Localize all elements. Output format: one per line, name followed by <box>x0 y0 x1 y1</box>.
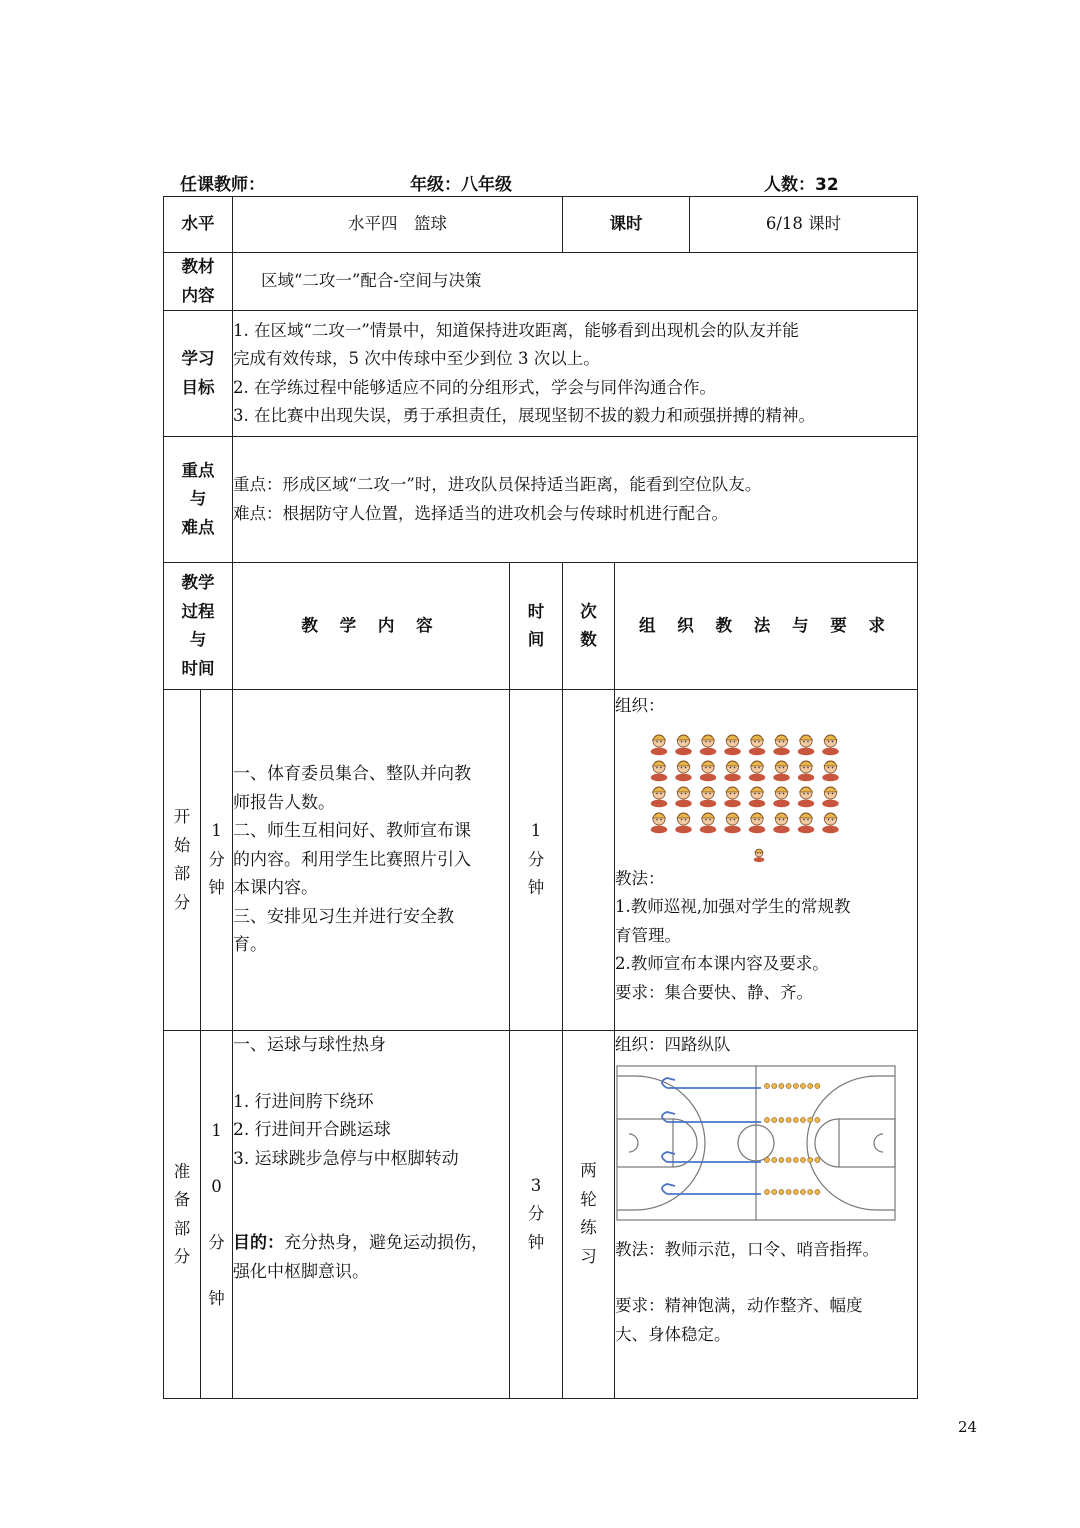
teacher-label: 任课教师： <box>180 175 265 195</box>
student-dot <box>772 1083 777 1088</box>
prep-content-title: 一、运球与球性热身 <box>233 1035 386 1055</box>
row-level <box>164 197 918 253</box>
student-icon <box>675 812 692 832</box>
prep-purpose-line: 强化中枢脚意识。 <box>233 1261 369 1282</box>
process-label-4: 时间 <box>181 658 215 678</box>
start-org-label: 组织： <box>615 696 665 715</box>
process-label-2: 过程 <box>181 601 215 621</box>
student-dot <box>815 1117 820 1122</box>
key-line: 难点：根据防守人位置，选择适当的进攻机会与传球时机进行配合。 <box>233 503 728 523</box>
dribble-turn <box>662 1184 675 1194</box>
start-content-line: 本课内容。 <box>233 878 318 899</box>
teacher-icon <box>754 849 765 862</box>
student-icon <box>724 734 741 754</box>
material-label <box>164 253 233 311</box>
content-header: 教 学 内 容 <box>233 563 510 690</box>
student-icon <box>651 812 668 832</box>
prep-content-item: 3. 运球跳步急停与中枢脚转动 <box>233 1148 459 1169</box>
student-icon <box>749 812 766 832</box>
student-count: 人数：32 <box>764 175 839 195</box>
start-time-char: 钟 <box>527 878 545 898</box>
student-dot <box>786 1117 791 1122</box>
prep-duration-char: 钟 <box>208 1288 225 1308</box>
student-dot <box>772 1157 777 1162</box>
student-icon <box>822 786 839 806</box>
key-label-1: 重点 <box>181 460 215 480</box>
prep-duration-char: 0 <box>211 1176 222 1196</box>
row-prep-section <box>164 1031 918 1399</box>
student-dot <box>800 1189 805 1194</box>
student-icon <box>700 760 717 780</box>
prep-time-char: 3 <box>530 1175 542 1195</box>
student-icon <box>749 760 766 780</box>
court-right-three-point <box>807 1076 895 1210</box>
start-section-duration <box>201 690 233 1031</box>
prep-require-line: 要求：精神饱满，动作整齐、幅度 <box>615 1296 863 1315</box>
process-label-3: 与 <box>189 630 207 649</box>
court-right-basket <box>874 1134 883 1152</box>
prep-duration-char: 分 <box>208 1232 225 1252</box>
court-left-basket <box>629 1134 638 1152</box>
start-content-line: 的内容。利用学生比赛照片引入 <box>233 849 471 870</box>
goal-line: 2. 在学练过程中能够适应不同的分组形式，学会与同伴沟通合作。 <box>233 377 716 397</box>
prep-count-char: 两 <box>580 1161 597 1180</box>
method-header: 组 织 教 法 与 要 求 <box>615 563 918 690</box>
court-left-ft-circle <box>673 1119 697 1167</box>
material-value: 区域“二攻一”配合-空间与决策 <box>233 253 918 311</box>
level-label: 水平 <box>164 197 233 253</box>
student-dot <box>800 1083 805 1088</box>
start-method-line: 1.教师巡视,加强对学生的常规教 <box>615 897 851 916</box>
start-duration-char: 1 <box>211 821 222 841</box>
start-method-line: 2.教师宣布本课内容及要求。 <box>615 954 829 973</box>
student-dot <box>764 1189 769 1194</box>
start-name-char: 部 <box>173 864 191 883</box>
goals-label <box>164 311 233 437</box>
student-icon <box>724 760 741 780</box>
count-header-1: 次 <box>580 601 597 621</box>
row-goals <box>164 311 918 437</box>
prep-name-char: 备 <box>173 1190 191 1209</box>
prep-content-item: 2. 行进间开合跳运球 <box>233 1120 391 1140</box>
key-text <box>233 437 918 563</box>
student-icon <box>700 786 717 806</box>
prep-purpose-text: 充分热身，避免运动损伤， <box>284 1233 488 1253</box>
material-label-1: 教材 <box>181 257 215 276</box>
key-label-2: 与 <box>189 489 207 509</box>
student-dot <box>793 1157 798 1162</box>
student-icon <box>675 786 692 806</box>
start-name-char: 开 <box>173 807 191 826</box>
grade-label: 年级：八年级 <box>410 175 512 195</box>
goals-label-2: 目标 <box>181 377 215 397</box>
start-section-name <box>164 690 201 1031</box>
start-duration-char: 钟 <box>208 878 225 898</box>
student-icon <box>700 812 717 832</box>
start-time-char: 分 <box>527 849 545 869</box>
lesson-plan-table <box>163 196 918 1399</box>
student-icon <box>773 734 790 754</box>
student-icon <box>749 734 766 754</box>
start-content-line: 育。 <box>233 935 267 956</box>
prep-count <box>563 1031 615 1399</box>
start-content-line: 二、师生互相问好、教师宣布课 <box>233 821 471 842</box>
prep-method-line: 教法：教师示范，口令、哨音指挥。 <box>615 1239 879 1259</box>
goal-line: 1. 在区域“二攻一”情景中，知道保持进攻距离，能够看到出现机会的队友并能 <box>233 320 799 340</box>
student-icon <box>724 812 741 832</box>
student-dot <box>764 1083 769 1088</box>
student-dot <box>800 1157 805 1162</box>
start-content-line: 师报告人数。 <box>233 792 335 813</box>
student-dot <box>786 1189 791 1194</box>
student-icon <box>798 734 815 754</box>
time-header-1: 时 <box>527 601 545 621</box>
prep-content-item: 1. 行进间胯下绕环 <box>233 1091 374 1112</box>
student-dot <box>815 1157 820 1162</box>
court-right-key <box>839 1119 895 1167</box>
student-dot <box>772 1189 777 1194</box>
student-dot <box>779 1117 784 1122</box>
hours-value: 6/18 课时 <box>690 197 918 253</box>
student-icon <box>822 734 839 754</box>
prep-count-char: 轮 <box>580 1189 597 1209</box>
key-line: 重点：形成区域“二攻一”时，进攻队员保持适当距离，能看到空位队友。 <box>233 475 762 494</box>
prep-method <box>615 1031 918 1399</box>
prep-name-char: 分 <box>173 1247 191 1266</box>
basketball-court-diagram <box>615 1064 897 1222</box>
start-method-line: 育管理。 <box>615 925 681 945</box>
prep-section-duration <box>201 1031 233 1399</box>
prep-time <box>510 1031 563 1399</box>
student-icon <box>700 734 717 754</box>
student-dot <box>800 1117 805 1122</box>
student-icon <box>651 786 668 806</box>
prep-name-char: 准 <box>173 1161 191 1181</box>
start-time-char: 1 <box>530 821 542 841</box>
prep-duration-char: 1 <box>211 1120 222 1140</box>
hours-label: 课时 <box>563 197 690 253</box>
student-icon <box>675 760 692 780</box>
start-duration-char: 分 <box>208 849 225 869</box>
start-content <box>233 690 510 1031</box>
student-dot <box>815 1083 820 1088</box>
student-dot <box>764 1157 769 1162</box>
start-content-line: 三、安排见习生并进行安全教 <box>233 906 454 927</box>
start-name-char: 分 <box>173 892 191 912</box>
start-time <box>510 690 563 1031</box>
student-icon <box>675 734 692 754</box>
student-icon <box>749 786 766 806</box>
prep-content <box>233 1031 510 1399</box>
prep-name-char: 部 <box>173 1218 191 1238</box>
student-dot <box>793 1117 798 1122</box>
student-dot <box>808 1083 813 1088</box>
start-method <box>615 690 918 1031</box>
student-icon <box>773 812 790 832</box>
student-icon <box>798 786 815 806</box>
process-label <box>164 563 233 690</box>
key-label <box>164 437 233 563</box>
student-dot <box>764 1117 769 1122</box>
prep-section-name <box>164 1031 201 1399</box>
start-method-line: 要求：集合要快、静、齐。 <box>615 982 813 1002</box>
time-header-2: 间 <box>527 630 545 649</box>
process-label-1: 教学 <box>181 573 215 592</box>
start-content-line: 一、体育委员集合、整队并向教 <box>233 764 471 785</box>
student-dot <box>793 1083 798 1088</box>
start-name-char: 始 <box>173 835 191 855</box>
start-method-line: 教法： <box>615 868 665 888</box>
prep-org-label: 组织：四路纵队 <box>615 1035 731 1054</box>
student-dot <box>786 1083 791 1088</box>
student-dot <box>793 1189 798 1194</box>
prep-purpose <box>233 1229 509 1258</box>
student-icon <box>773 786 790 806</box>
goal-line: 完成有效传球，5 次中传球中至少到位 3 次以上。 <box>233 349 600 368</box>
student-dot <box>808 1117 813 1122</box>
row-start-section <box>164 690 918 1031</box>
level-value: 水平四 篮球 <box>233 197 563 253</box>
student-icon <box>822 760 839 780</box>
start-count <box>563 690 615 1031</box>
student-dot <box>772 1117 777 1122</box>
prep-purpose-label: 目的： <box>233 1233 284 1253</box>
student-icon <box>773 760 790 780</box>
student-dot <box>815 1189 820 1194</box>
goals-label-1: 学习 <box>181 349 215 368</box>
count-header-2: 数 <box>580 630 597 649</box>
row-process-header <box>164 563 918 690</box>
prep-time-char: 钟 <box>527 1232 545 1252</box>
student-icon <box>798 812 815 832</box>
student-dot <box>779 1189 784 1194</box>
student-dot <box>808 1189 813 1194</box>
student-icon <box>651 734 668 754</box>
student-icon <box>798 760 815 780</box>
prep-count-char: 练 <box>580 1218 597 1237</box>
court-left-three-point <box>617 1076 705 1210</box>
time-header <box>510 563 563 690</box>
prep-time-char: 分 <box>527 1204 545 1224</box>
prep-require-line: 大、身体稳定。 <box>615 1324 731 1344</box>
goal-line: 3. 在比赛中出现失误，勇于承担责任，展现坚韧不拔的毅力和顽强拼搏的精神。 <box>233 406 815 425</box>
count-header <box>563 563 615 690</box>
row-key-points <box>164 437 918 563</box>
student-icon <box>651 760 668 780</box>
student-dot <box>779 1157 784 1162</box>
student-icon <box>724 786 741 806</box>
student-dot <box>786 1157 791 1162</box>
student-dot <box>808 1157 813 1162</box>
student-icon <box>822 812 839 832</box>
row-material <box>164 253 918 311</box>
material-label-2: 内容 <box>181 285 215 305</box>
goals-text <box>233 311 918 437</box>
key-label-3: 难点 <box>181 517 215 537</box>
page-number: 24 <box>958 1418 978 1436</box>
formation-diagram <box>615 725 895 865</box>
prep-count-char: 习 <box>580 1246 597 1266</box>
student-dot <box>779 1083 784 1088</box>
